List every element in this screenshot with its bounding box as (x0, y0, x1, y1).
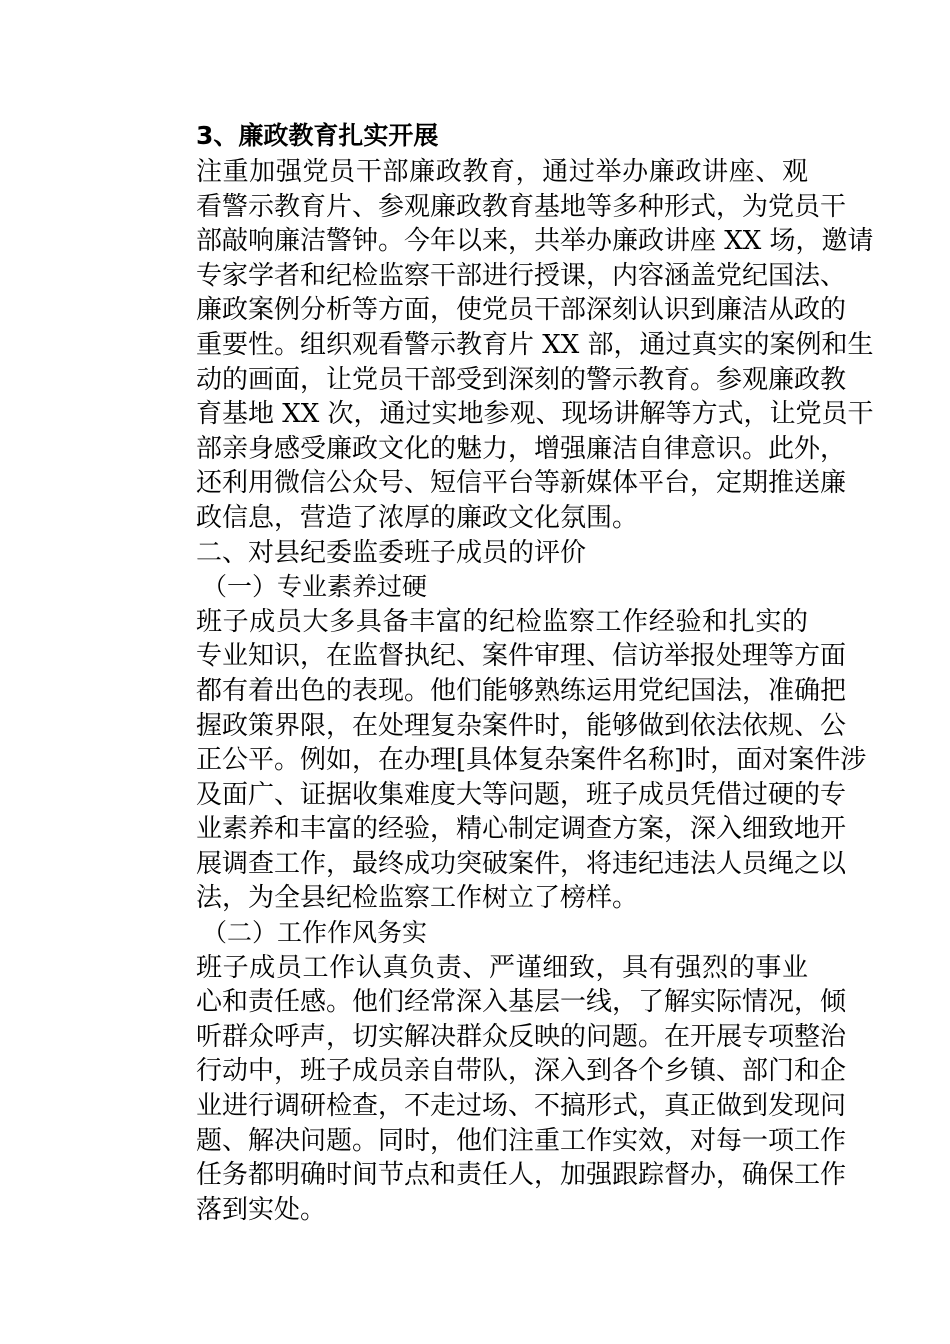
heading-lianzheng-education: 3、廉政教育扎实开展 (196, 121, 439, 150)
paragraph-line: 心和责任感。他们经常深入基层一线，了解实际情况，倾 (196, 987, 847, 1018)
section-title-evaluation: 二、对县纪委监委班子成员的评价 (196, 537, 587, 568)
paragraph-line: 行动中，班子成员亲自带队，深入到各个乡镇、部门和企 (196, 1056, 847, 1087)
paragraph-line: 班子成员工作认真负责、严谨细致，具有强烈的事业 (196, 952, 808, 983)
paragraph-line: 展调查工作，最终成功突破案件，将违纪违法人员绳之以 (196, 848, 847, 879)
subsection-title-professional: （一）专业素养过硬 (202, 572, 428, 602)
paragraph-line: 注重加强党员干部廉政教育，通过举办廉政讲座、观 (196, 157, 808, 187)
paragraph-line: 落到实处。 (196, 1194, 327, 1225)
document-body (144, 113, 874, 1227)
paragraph-line: 专业知识，在监督执纪、案件审理、信访举报处理等方面 (196, 641, 847, 672)
paragraph-lianzheng-education (144, 155, 874, 536)
paragraph-line: 业素养和丰富的经验，精心制定调查方案，深入细致地开 (196, 814, 847, 845)
paragraph-line: 政信息，营造了浓厚的廉政文化氛围。 (196, 502, 639, 533)
subsection-title-work-style: （二）工作作风务实 (202, 918, 428, 948)
paragraph-line: 还利用微信公众号、短信平台等新媒体平台，定期推送廉 (196, 468, 847, 499)
paragraph-work-style (144, 951, 847, 1228)
paragraph-line: 班子成员大多具备丰富的纪检监察工作经验和扎实的 (196, 606, 808, 637)
paragraph-line: 都有着出色的表现。他们能够熟练运用党纪国法，准确把 (196, 675, 847, 706)
paragraph-line: 重要性。组织观看警示教育片 XX 部，通过真实的案例和生 (196, 329, 874, 360)
paragraph-line: 业进行调研检查，不走过场、不搞形式，真正做到发现问 (196, 1091, 847, 1122)
paragraph-line: 听群众呼声，切实解决群众反映的问题。在开展专项整治 (196, 1021, 847, 1052)
paragraph-line: 题、解决问题。同时，他们注重工作实效，对每一项工作 (196, 1125, 847, 1156)
paragraph-line: 部亲身感受廉政文化的魅力，增强廉洁自律意识。此外， (196, 433, 847, 464)
paragraph-line: 动的画面，让党员干部受到深刻的警示教育。参观廉政教 (196, 364, 847, 395)
paragraph-line: 及面广、证据收集难度大等问题，班子成员凭借过硬的专 (196, 779, 847, 810)
paragraph-line: 法，为全县纪检监察工作树立了榜样。 (196, 883, 639, 914)
paragraph-line: 任务都明确时间节点和责任人，加强跟踪督办，确保工作 (196, 1160, 847, 1191)
paragraph-line: 看警示教育片、参观廉政教育基地等多种形式，为党员干 (196, 191, 847, 222)
paragraph-line: 育基地 XX 次，通过实地参观、现场讲解等方式，让党员干 (196, 399, 874, 430)
paragraph-professional (144, 605, 867, 916)
paragraph-line: 专家学者和纪检监察干部进行授课，内容涵盖党纪国法、 (196, 260, 847, 291)
paragraph-line: 廉政案例分析等方面，使党员干部深刻认识到廉洁从政的 (196, 295, 847, 326)
paragraph-line: 握政策界限，在处理复杂案件时，能够做到依法依规、公 (196, 710, 847, 741)
paragraph-line: 正公平。例如，在办理[具体复杂案件名称]时，面对案件涉 (196, 745, 867, 776)
paragraph-line: 部敲响廉洁警钟。今年以来，共举办廉政讲座 XX 场，邀请 (196, 226, 874, 257)
